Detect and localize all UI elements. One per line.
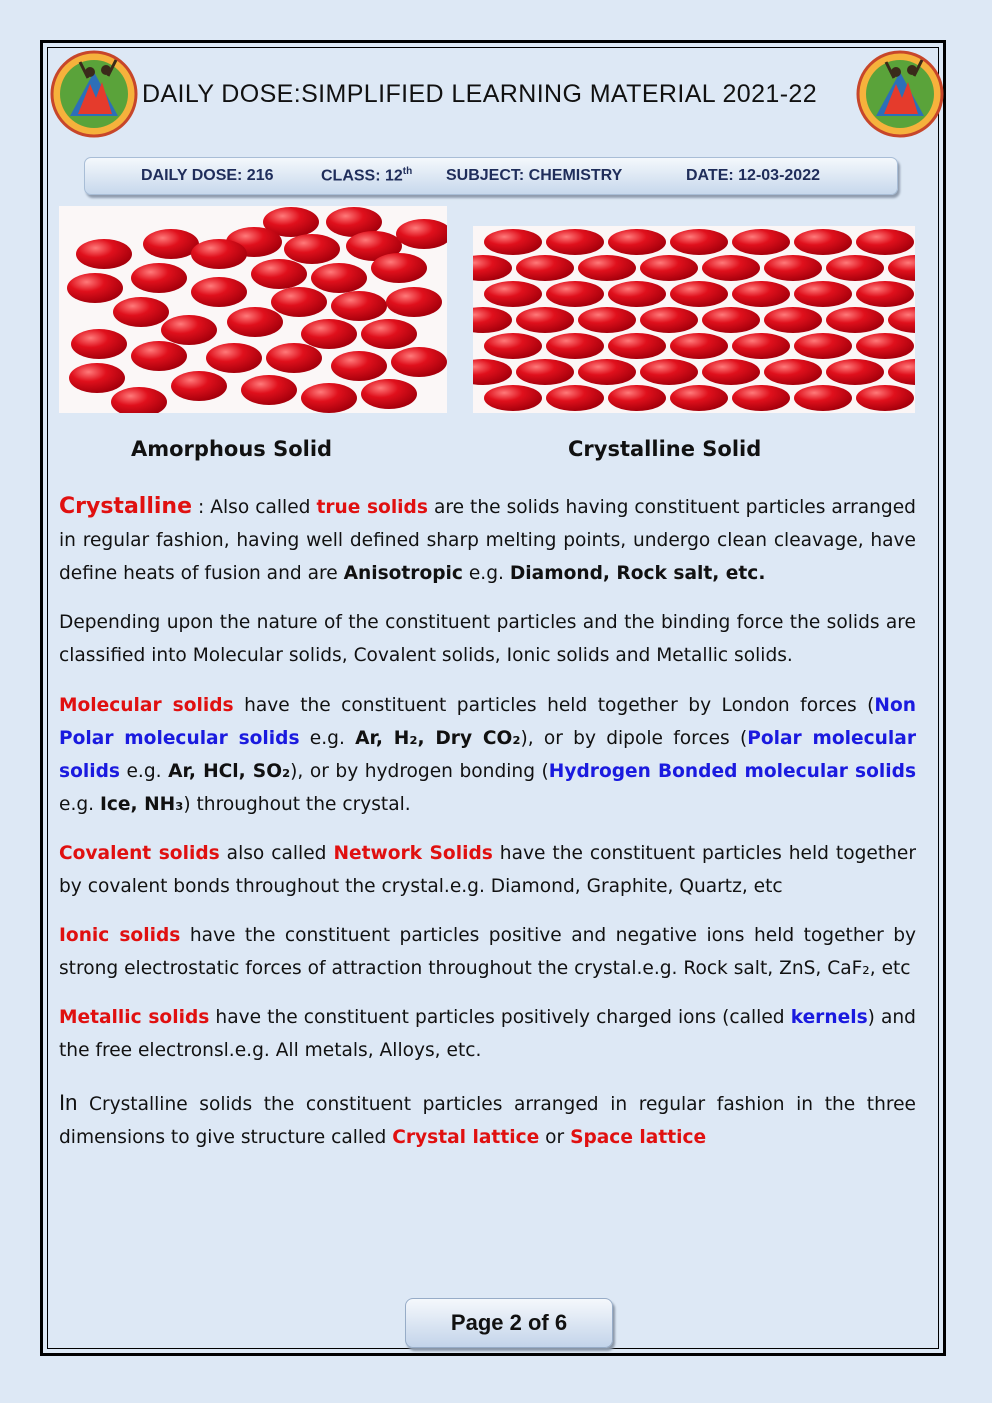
- particle: [143, 229, 199, 259]
- particle: [191, 277, 247, 307]
- particle: [241, 375, 297, 405]
- particle: [608, 385, 666, 411]
- particle: [284, 234, 340, 264]
- particle: [131, 341, 187, 371]
- particle: [301, 383, 357, 413]
- particle: [473, 255, 512, 281]
- paragraph-metallic-solids: Metallic solids have the constituent particles positively charged ions (called kernels) and the free electronsl.e.g. All metals, Alloys, etc.: [59, 1007, 916, 1061]
- particle: [361, 379, 417, 409]
- page-title: DAILY DOSE:SIMPLIFIED LEARNING MATERIAL 2021-22: [142, 80, 818, 108]
- particle: [131, 263, 187, 293]
- particle: [856, 385, 914, 411]
- paragraph-classification: Depending upon the nature of the constituent particles and the binding force the solids are classified into Molecular solids, Covalent solids, Ionic solids and Metallic solids.: [59, 612, 916, 666]
- particle: [732, 229, 790, 255]
- particle: [76, 239, 132, 269]
- particle: [191, 239, 247, 269]
- particle: [386, 287, 442, 317]
- particle: [856, 333, 914, 359]
- particle: [856, 229, 914, 255]
- particle: [856, 281, 914, 307]
- particle: [301, 319, 357, 349]
- particle: [311, 263, 367, 293]
- particle: [396, 219, 447, 249]
- particle: [371, 253, 427, 283]
- particle: [484, 333, 542, 359]
- particle: [516, 255, 574, 281]
- particle: [764, 307, 822, 333]
- particle: [391, 347, 447, 377]
- particle: [888, 359, 915, 385]
- particle: [794, 229, 852, 255]
- particle: [702, 255, 760, 281]
- particle: [271, 287, 327, 317]
- particle: [764, 359, 822, 385]
- particle: [71, 329, 127, 359]
- particle: [473, 359, 512, 385]
- particle: [331, 351, 387, 381]
- particle: [113, 297, 169, 327]
- particle: [826, 359, 884, 385]
- daily-dose-label: DAILY DOSE: 216: [141, 167, 274, 184]
- particle: [546, 229, 604, 255]
- particle: [227, 307, 283, 337]
- date-label: DATE: 12-03-2022: [686, 167, 820, 184]
- particle: [732, 385, 790, 411]
- particle: [578, 307, 636, 333]
- logo-left: [50, 50, 138, 138]
- particle: [670, 385, 728, 411]
- particle: [794, 333, 852, 359]
- particle: [826, 255, 884, 281]
- particle: [206, 343, 262, 373]
- particle: [670, 333, 728, 359]
- particle: [331, 291, 387, 321]
- particle: [888, 307, 915, 333]
- particle: [251, 259, 307, 289]
- particle: [670, 229, 728, 255]
- particle: [171, 371, 227, 401]
- paragraph-ionic-solids: Ionic solids have the constituent particles positive and negative ions held together by strong electrostatic forces of attraction throughout the crystal.e.g. Rock salt, ZnS, CaF₂, etc: [59, 925, 916, 979]
- particle: [670, 281, 728, 307]
- particle: [266, 343, 322, 373]
- paragraph-crystal-lattice: In Crystalline solids the constituent particles arranged in regular fashion in the three dimensions to give structure called Crystal lattice or Space lattice: [59, 1090, 916, 1148]
- particle: [888, 255, 915, 281]
- particle: [608, 333, 666, 359]
- particle: [640, 307, 698, 333]
- particle: [702, 307, 760, 333]
- paragraph-crystalline: Crystalline : Also called true solids are the solids having constituent particles arranged in regular fashion, having well defined sharp melting points, undergo clean cleavage, have define heats of fusion and are Anisotropic e.g. Diamond, Rock salt, etc.: [59, 494, 916, 584]
- particle: [546, 333, 604, 359]
- particle: [640, 359, 698, 385]
- particle: [67, 273, 123, 303]
- crystalline-solid-figure: [473, 226, 915, 413]
- particle: [640, 255, 698, 281]
- particle: [473, 307, 512, 333]
- particle: [826, 307, 884, 333]
- subject-label: SUBJECT: CHEMISTRY: [446, 167, 623, 184]
- class-label: CLASS: 12th: [321, 166, 413, 185]
- amorphous-caption: Amorphous Solid: [131, 437, 333, 461]
- logo-right: [856, 50, 944, 138]
- paragraph-covalent-solids: Covalent solids also called Network Solids have the constituent particles held together by covalent bonds throughout the crystal.e.g. Diamond, Graphite, Quartz, etc: [59, 843, 917, 897]
- paragraph-molecular-solids: Molecular solids have the constituent particles held together by London forces (Non Polar molecular solids e.g. Ar, H₂, Dry CO₂), or by dipole forces (Polar molecular solids e.g. Ar, HCl, SO₂), or by hydrogen bonding (Hydrogen Bonded molecular solids e.g. Ice, NH₃) throughout the crystal.: [59, 695, 917, 815]
- particle: [702, 359, 760, 385]
- page-number-box: [405, 1298, 613, 1348]
- particle: [484, 229, 542, 255]
- particle: [161, 315, 217, 345]
- particle: [794, 281, 852, 307]
- particle: [732, 281, 790, 307]
- particle: [578, 359, 636, 385]
- particle: [764, 255, 822, 281]
- particle: [484, 385, 542, 411]
- particle: [546, 385, 604, 411]
- particle: [732, 333, 790, 359]
- crystalline-caption: Crystalline Solid: [568, 437, 762, 461]
- info-bar: [84, 157, 898, 195]
- particle: [516, 307, 574, 333]
- particle: [361, 319, 417, 349]
- particle: [546, 281, 604, 307]
- particle: [111, 387, 167, 413]
- particle: [608, 229, 666, 255]
- particle: [608, 281, 666, 307]
- particle: [578, 255, 636, 281]
- particle: [484, 281, 542, 307]
- particle: [794, 385, 852, 411]
- amorphous-solid-figure: [59, 206, 447, 413]
- particle: [69, 363, 125, 393]
- page-number: Page 2 of 6: [450, 1310, 568, 1335]
- particle: [516, 359, 574, 385]
